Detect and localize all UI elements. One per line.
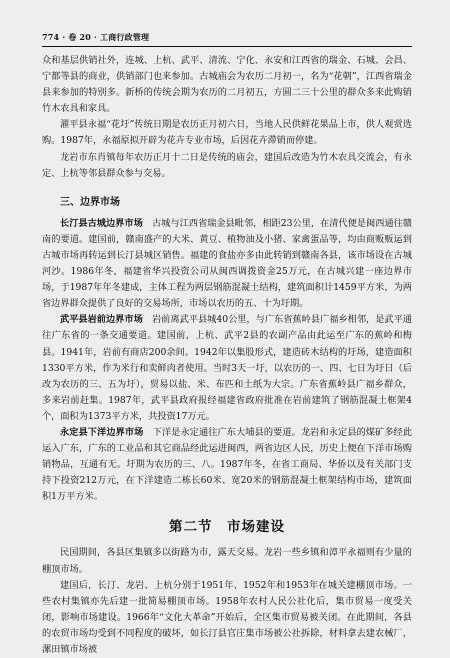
paragraph-lead: 武平县岩前边界市场 [60,314,143,326]
paragraph-lead: 长汀县古城边界市场 [60,217,143,229]
paragraph-gucheng-market: 长汀县古城边界市场 古城与江西省瑞金县毗邻，相距23公里，在清代便是闽西通往赣南的要道。建国前，赣南盛产的大米、黄豆、植物油及小猪、家禽蛋品等，均由商贩贩运到古城市场再转运到长汀县城区销售。福建的食盐亦多由此转销到赣南各县，该市场设在古城河沙。1986年冬，福建省华兴投资公司从闽西调拨资金25万元，在古城兴建一座边界市场，于1987年年冬建成，主体工程为两层钢筋混凝土结构，建筑面积计1459平方米，为两省边界群众提供了良好的交易场所，市场以农历的五、十为圩期。 [42,217,412,310]
paragraph-flower-market: 濯平县永福“花圩”传统日期是农历正月初六日，当地人民供鲜花果品上市，供人观赏选购。1987年，永福原拟开辟为花卉专业市场，后因花卉滞销而停建。 [42,119,412,147]
paragraph-xiayang-market: 永定县下洋边界市场 下洋是永定通往广东大埔县的要道。龙岩和永定县的煤矿多经此运入广东，广东的工业品和其它商品经此运进闽西，两省边区人民，历史上便在下洋市场购销物品，互通有无。圩期为农历的三、八。1987年冬，在省工商局、华侨以及有关部门支持下投资212万元，在下洋建造二栋长60米、宽20米的钢筋混凝土框架结构市场，建筑面积1万平方米。 [42,426,413,503]
volume-label: 卷 20 [68,32,92,42]
paragraph-temple-fair: 龙岩市东肖镇每年农历正月十二日是传统的庙会，建国后改造为竹木农具交流会，有永定、上杭等邻县群众参与交易。 [42,151,412,179]
paragraph-yanqian-market: 武平县岩前边界市场 岩前离武平县城40公里，与广东省蕉岭县广福乡相邻，是武平通往广东省的一条交通要道。建国前，上杭、武平2县的农副产品由此运至广东的蕉岭和梅县。1941年，岩前有商店200余间。1942年以集股形式，建造砖木结构的圩场，建造面积1330平方米，作为米行和卖鲜肉者使用。当时3天一圩，以农历的一、四、七日为圩日（后改为农历的三、五为圩），贸易以盐、米、布匹和土纸为大宗。广东省蕉岭县广福乡群众，多来岩前赶集。1987年，武平县政府报经福建省政府批准在岩前建筑了钢筋混凝土框架4个，面积为1373平方米，共投资17万元。 [42,314,412,422]
running-header [42,32,412,47]
paragraph-lead: 永定县下洋边界市场 [60,426,144,438]
paragraph-fairs-continued: 众和基层供销社外，连城、上杭、武平、清流、宁化、永安和江西省的瑞金、石城、会昌、宁都等县的商业，供销部门也来参加。古城庙会为农历二月初一，名为“花朝”，江西省瑞金县来参加的特别多。新桥的传统会期为农历的二月初五，方圆二三十公里的群众多来此购销竹木农具和家具。 [42,55,412,115]
book-title: 工商行政管理 [100,32,150,42]
chapter-section-title: 第二节 市场建设 [169,519,285,536]
paragraph-post-1949: 建国后，长汀、龙岩、上杭分别于1951年、1952年和1953年在城关建棚顶市场。一些农村集镇亦先后建一批简易棚顶市场。1958年农村人民公社化后，集市贸易一度受关闭，影响市场建设。1966年“文化大革命”开始后，全区集市贸易被关闭。在此期间，各县的农贸市场均受到不同程度的破坏，如长汀县官庄集市场被公社拆除，材料拿去建农械厂，漯田镇市场被 [42,579,412,655]
section-heading-border-markets: 三、边界市场 [60,196,120,208]
header-separator: · [94,32,98,42]
page-number: 774 [42,32,60,42]
header-separator: · [62,32,66,42]
paragraph-republic-era: 民国期间，各县区集镇多以街路为市，露天交易。龙岩一些乡镇和漳平永福则有少量的棚顶市场。 [42,547,412,575]
